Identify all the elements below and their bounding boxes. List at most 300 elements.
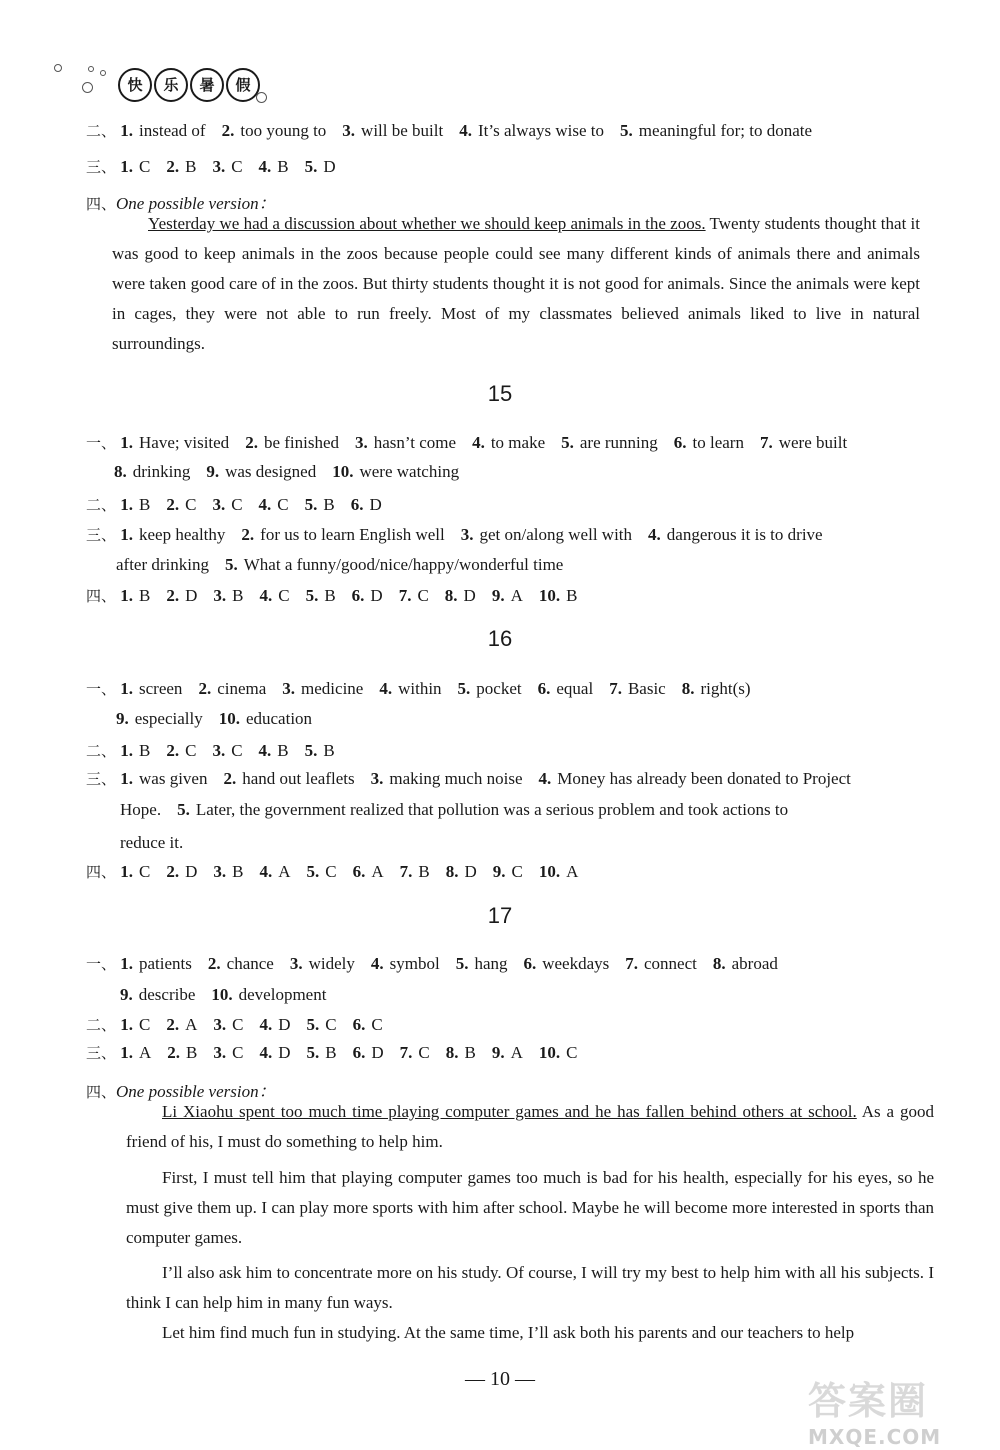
item-number: 2. (166, 495, 180, 514)
item-number: 5. (177, 800, 190, 819)
answer-text: hand out leaflets (242, 769, 355, 788)
item-number: 1. (120, 769, 134, 788)
answer-text: Basic (627, 679, 666, 698)
item-number: 6. (351, 586, 365, 605)
item-number: 1. (120, 741, 134, 760)
answer-item (625, 954, 697, 973)
answer-text: C (325, 862, 337, 881)
item-number: 7. (759, 433, 773, 452)
decor-dot-icon (82, 82, 93, 93)
item-number: 1. (120, 1015, 134, 1034)
item-number: 5. (457, 679, 471, 698)
logo-char-3: 暑 (190, 68, 224, 102)
answer-item (259, 1015, 290, 1034)
item-number: 5. (561, 433, 574, 452)
lead-marker: 二、 (86, 1016, 117, 1034)
s15-q2 (86, 494, 398, 515)
answer-item (120, 1015, 150, 1034)
lead-marker: 二、 (86, 742, 117, 760)
lead-marker: 三、 (86, 526, 117, 544)
answer-item (493, 862, 523, 881)
item-number: 2. (166, 1015, 180, 1034)
item-number: 5. (620, 121, 633, 140)
item-number: 4. (259, 862, 273, 881)
answer-text: to make (490, 433, 546, 452)
item-number: 10. (538, 586, 561, 605)
item-number: 4. (370, 954, 384, 973)
answer-text: C (231, 157, 243, 176)
item-number: 3. (289, 954, 303, 973)
answer-item (208, 954, 274, 973)
item-number: 4. (459, 121, 472, 140)
lead-marker: 四、 (86, 195, 117, 213)
page-number: — 10 — (465, 1368, 535, 1390)
answer-text: What a funny/good/nice/happy/wonderful time (243, 555, 564, 574)
item-number: 7. (625, 954, 639, 973)
answer-item (353, 862, 384, 881)
s16-q2 (86, 740, 351, 761)
answer-text: C (185, 741, 197, 760)
essay-topic-sentence: Li Xiaohu spent too much time playing computer games and he has fallen behind others at school. (162, 1102, 857, 1121)
answer-item (306, 586, 336, 605)
answer-item (259, 495, 289, 514)
answer-item (307, 1015, 337, 1034)
item-number: 4. (538, 769, 552, 788)
s16-q3-row2 (120, 800, 788, 820)
answer-text: C (232, 1043, 244, 1062)
answer-item (120, 1043, 151, 1062)
answer-text: be finished (263, 433, 340, 452)
answer-item (307, 1043, 337, 1062)
item-number: 5. (304, 741, 318, 760)
answer-item (458, 679, 522, 698)
answer-text: get on/along well with (479, 525, 633, 544)
answer-item (445, 586, 476, 605)
answer-text: will be built (361, 121, 444, 140)
decor-dot-icon (88, 66, 94, 72)
answer-item (120, 525, 225, 544)
answer-text: A (510, 1043, 523, 1062)
item-number: 3. (213, 862, 227, 881)
lead-marker: 二、 (86, 496, 117, 514)
answer-text: It’s always wise to (477, 121, 605, 140)
item-number: 3. (213, 1015, 227, 1034)
answer-text: D (464, 862, 477, 881)
decor-dot-icon (100, 70, 106, 76)
answer-item (116, 709, 203, 728)
item-number: 1. (120, 433, 134, 452)
answer-text: C (231, 741, 243, 760)
answer-item (213, 862, 243, 881)
item-number: 3. (213, 1043, 227, 1062)
item-number: 2. (167, 1043, 181, 1062)
answer-text: pocket (476, 679, 522, 698)
answer-text: to learn (692, 433, 744, 452)
answer-text: C (139, 157, 151, 176)
item-number: 2. (198, 679, 212, 698)
answer-text: A (185, 1015, 198, 1034)
answer-text: D (323, 157, 336, 176)
item-number: 2. (166, 862, 180, 881)
answer-text: especially (134, 709, 203, 728)
answer-text: B (464, 1043, 476, 1062)
item-number: 5. (306, 1015, 320, 1034)
item-number: 2. (241, 525, 255, 544)
answer-item (120, 954, 192, 973)
answer-item (305, 495, 335, 514)
answer-text: B (324, 586, 336, 605)
answer-text: B (185, 157, 197, 176)
answer-text: C (232, 1015, 244, 1034)
answer-item (523, 954, 609, 973)
answer-item (760, 433, 847, 452)
lead-marker: 一、 (86, 434, 117, 452)
decor-dot-icon (256, 92, 267, 103)
s17-essay-p3: I’ll also ask him to concentrate more on his study. Of course, I will try my best to help him with all his subjects. I think I can help him in many fun ways. (126, 1263, 934, 1312)
item-number: 6. (673, 433, 687, 452)
watermark-url: MXQE.COM (808, 1425, 942, 1449)
answer-text: C (511, 862, 523, 881)
answer-item (400, 862, 430, 881)
item-number: 10. (332, 462, 354, 481)
item-number: 7. (399, 862, 413, 881)
logo-char-4: 假 (226, 68, 260, 102)
answer-text: C (139, 1015, 151, 1034)
s17-essay-p1 (126, 1097, 934, 1157)
answer-item (167, 1043, 197, 1062)
item-number: 5. (304, 157, 318, 176)
item-number: 10. (538, 1043, 561, 1062)
item-number: 7. (609, 679, 622, 698)
answer-text: B (139, 741, 151, 760)
answer-item (120, 985, 195, 1004)
s17-essay-p4: Let him find much fun in studying. At the same time, I’ll ask both his parents and our teachers to help (162, 1323, 855, 1342)
answer-text: symbol (389, 954, 440, 973)
s16-q3-row1 (86, 768, 867, 789)
item-number: 8. (444, 586, 458, 605)
answer-item (352, 586, 383, 605)
item-number: 2. (166, 741, 180, 760)
item-number: 4. (258, 741, 272, 760)
answer-item (166, 586, 197, 605)
answer-text: cinema (217, 679, 267, 698)
answer-text: B (139, 495, 151, 514)
answer-text: A (510, 586, 523, 605)
lead-marker: 四、 (86, 587, 117, 605)
answer-item (305, 741, 335, 760)
answer-item (459, 121, 604, 140)
answer-text: B (325, 1043, 337, 1062)
lead-marker: 三、 (86, 1044, 117, 1062)
answer-text: C (417, 586, 429, 605)
item-number: 6. (352, 1043, 366, 1062)
answer-text: D (369, 495, 382, 514)
answer-text: Hope. (120, 800, 162, 819)
item-number: 5. (304, 495, 318, 514)
answer-text: too young to (240, 121, 327, 140)
item-number: 6. (523, 954, 537, 973)
answer-text: education (245, 709, 313, 728)
item-number: 9. (492, 862, 506, 881)
item-number: 8. (114, 462, 127, 481)
answer-item (492, 1043, 523, 1062)
answer-text: A (566, 862, 579, 881)
answer-item (446, 862, 477, 881)
answer-text: D (278, 1015, 291, 1034)
answer-item (342, 121, 443, 140)
version-label: One possible version： (116, 1082, 276, 1101)
answer-item (351, 495, 382, 514)
answer-item (538, 679, 594, 698)
answer-text: dangerous it is to drive (666, 525, 823, 544)
answer-item (682, 679, 751, 698)
answer-item (241, 525, 444, 544)
version-label: One possible version： (116, 194, 276, 213)
answer-text: C (325, 1015, 337, 1034)
answer-text: right(s) (700, 679, 751, 698)
answer-item (259, 741, 289, 760)
answer-item (492, 586, 523, 605)
s17-q3 (86, 1042, 593, 1063)
section-title-16: 16 (487, 626, 513, 651)
answer-text: C (278, 586, 290, 605)
item-number: 5. (306, 1043, 320, 1062)
answer-item (620, 121, 812, 140)
item-number: 3. (212, 741, 226, 760)
item-number: 1. (120, 495, 134, 514)
answer-item (259, 1043, 290, 1062)
answer-item (212, 741, 242, 760)
item-number: 4. (472, 433, 485, 452)
answer-text: B (277, 157, 289, 176)
answer-text: making much noise (389, 769, 523, 788)
item-number: 4. (259, 1015, 273, 1034)
item-number: 2. (223, 769, 237, 788)
answer-item (206, 462, 316, 481)
answer-text: patients (139, 954, 192, 973)
section-title-17: 17 (487, 903, 513, 928)
answer-text: drinking (132, 462, 191, 481)
answer-text: Later, the government realized that pollution was a serious problem and took actions to (195, 800, 789, 819)
item-number: 1. (120, 954, 134, 973)
answer-text: screen (139, 679, 183, 698)
answer-text: for us to learn English well (260, 525, 445, 544)
item-number: 3. (212, 495, 226, 514)
answer-item (120, 769, 207, 788)
item-number: 7. (398, 586, 412, 605)
essay-body: Twenty students thought that it was good to keep animals in the zoos because people could see many different kinds of animals there and animals were taken good care of in the zoos. But thirty students thought it is not good for animals. Since the animals were kept in cages, they were not able to run freely. Most of my classmates believed animals liked to live in natural surroundings. (112, 214, 921, 353)
s15-q4 (86, 585, 593, 606)
answer-text: medicine (301, 679, 364, 698)
lead-marker: 二、 (86, 122, 117, 140)
logo-char-2: 乐 (154, 68, 188, 102)
answer-item (212, 495, 242, 514)
top-q2 (86, 120, 828, 141)
answer-text: B (418, 862, 430, 881)
answer-text: within (398, 679, 442, 698)
answer-item (259, 157, 289, 176)
answer-item (713, 954, 778, 973)
item-number: 9. (206, 462, 220, 481)
answer-item (211, 985, 326, 1004)
answer-item (166, 157, 196, 176)
answer-text: B (277, 741, 289, 760)
answer-item (446, 1043, 476, 1062)
answer-text: C (277, 495, 289, 514)
item-number: 7. (399, 1043, 413, 1062)
s16-q3-row3: reduce it. (120, 833, 184, 852)
answer-text: were built (778, 433, 848, 452)
answer-text: C (566, 1043, 578, 1062)
answer-item (114, 462, 190, 481)
item-number: 5. (306, 862, 320, 881)
answer-text: B (139, 586, 151, 605)
book-logo (52, 60, 272, 110)
answer-item (223, 769, 354, 788)
item-number: 3. (370, 769, 384, 788)
answer-text: C (371, 1015, 383, 1034)
item-number: 4. (258, 157, 272, 176)
answer-item (259, 586, 289, 605)
answer-item (120, 495, 150, 514)
answer-text: B (323, 741, 335, 760)
lead-marker: 三、 (86, 158, 117, 176)
answer-text: C (231, 495, 243, 514)
item-number: 10. (218, 709, 240, 728)
item-number: 4. (259, 1043, 273, 1062)
answer-item (198, 679, 266, 698)
item-number: 10. (538, 862, 561, 881)
answer-item (166, 495, 196, 514)
item-number: 9. (116, 709, 129, 728)
answer-text: hang (474, 954, 508, 973)
answer-text: are running (579, 433, 658, 452)
answer-text: D (185, 862, 198, 881)
essay-body: As a good friend of his, I must do something to help him. (126, 1102, 935, 1151)
answer-item (120, 741, 150, 760)
essay-topic-sentence: Yesterday we had a discussion about whether we should keep animals in the zoos. (148, 214, 706, 233)
answer-text: connect (644, 954, 697, 973)
item-number: 9. (491, 586, 505, 605)
item-number: 4. (379, 679, 393, 698)
item-number: 8. (712, 954, 726, 973)
answer-item (225, 555, 563, 574)
item-number: 9. (491, 1043, 505, 1062)
answer-text: hasn’t come (373, 433, 457, 452)
s17-q1-row1 (86, 953, 794, 974)
answer-item (282, 679, 363, 698)
answer-item (305, 157, 336, 176)
answer-text: meaningful for; to donate (638, 121, 813, 140)
item-number: 1. (120, 862, 134, 881)
answer-item (371, 769, 523, 788)
s15-q1-row1 (86, 432, 863, 453)
item-number: 2. (245, 433, 258, 452)
answer-text: B (186, 1043, 198, 1062)
item-number: 1. (120, 157, 134, 176)
answer-text: abroad (731, 954, 778, 973)
answer-item (222, 121, 327, 140)
item-number: 3. (355, 433, 368, 452)
item-number: 8. (681, 679, 695, 698)
answer-text: B (232, 586, 244, 605)
answer-text: after drinking (116, 555, 209, 574)
answer-item (213, 1043, 243, 1062)
answer-text: widely (308, 954, 355, 973)
item-number: 3. (212, 157, 226, 176)
answer-item (461, 525, 632, 544)
item-number: 1. (120, 586, 134, 605)
decor-dot-icon (54, 64, 62, 72)
answer-item (120, 157, 150, 176)
answer-item (166, 741, 196, 760)
answer-item (219, 709, 312, 728)
answer-text: D (371, 1043, 384, 1062)
answer-item (539, 862, 579, 881)
item-number: 1. (120, 525, 134, 544)
item-number: 6. (537, 679, 551, 698)
item-number: 4. (648, 525, 661, 544)
s17-essay-p2: First, I must tell him that playing computer games too much is bad for his health, especially for his eyes, so he must give them up. I can play more sports with him after school. Maybe he will become more interested in sports than computer games. (126, 1168, 934, 1247)
answer-item (245, 433, 339, 452)
watermark-title: 答案圈 (808, 1379, 929, 1423)
answer-item (213, 1015, 243, 1034)
top-q3 (86, 156, 352, 177)
answer-text: describe (138, 985, 196, 1004)
answer-text: B (323, 495, 335, 514)
answer-item (166, 862, 197, 881)
item-number: 5. (305, 586, 319, 605)
answer-text: was given (139, 769, 208, 788)
item-number: 9. (120, 985, 133, 1004)
answer-text: weekdays (542, 954, 610, 973)
answer-item (539, 1043, 578, 1062)
s17-q1-row2 (120, 985, 342, 1005)
item-number: 8. (445, 862, 459, 881)
item-number: 2. (166, 586, 180, 605)
item-number: 8. (445, 1043, 459, 1062)
item-number: 6. (350, 495, 364, 514)
answer-item (371, 954, 440, 973)
lead-marker: 一、 (86, 680, 117, 698)
answer-text: B (232, 862, 244, 881)
item-number: 1. (120, 121, 134, 140)
answer-text: C (418, 1043, 430, 1062)
answer-item (539, 586, 578, 605)
answer-item (166, 1015, 197, 1034)
answer-item (355, 433, 456, 452)
answer-item (307, 862, 337, 881)
answer-text: Have; visited (139, 433, 230, 452)
logo-char-1: 快 (118, 68, 152, 102)
item-number: 5. (225, 555, 238, 574)
answer-item (456, 954, 508, 973)
answer-item (213, 586, 243, 605)
answer-text: B (566, 586, 578, 605)
s17-q2 (86, 1014, 399, 1035)
watermark-logo (808, 1370, 988, 1449)
answer-text: D (370, 586, 383, 605)
item-number: 5. (455, 954, 469, 973)
answer-item (609, 679, 666, 698)
answer-item (379, 679, 441, 698)
answer-text: was designed (225, 462, 317, 481)
lead-marker: 四、 (86, 863, 117, 881)
answer-text: D (463, 586, 476, 605)
item-number: 4. (258, 495, 272, 514)
answer-text: A (278, 862, 291, 881)
answer-item (353, 1015, 383, 1034)
